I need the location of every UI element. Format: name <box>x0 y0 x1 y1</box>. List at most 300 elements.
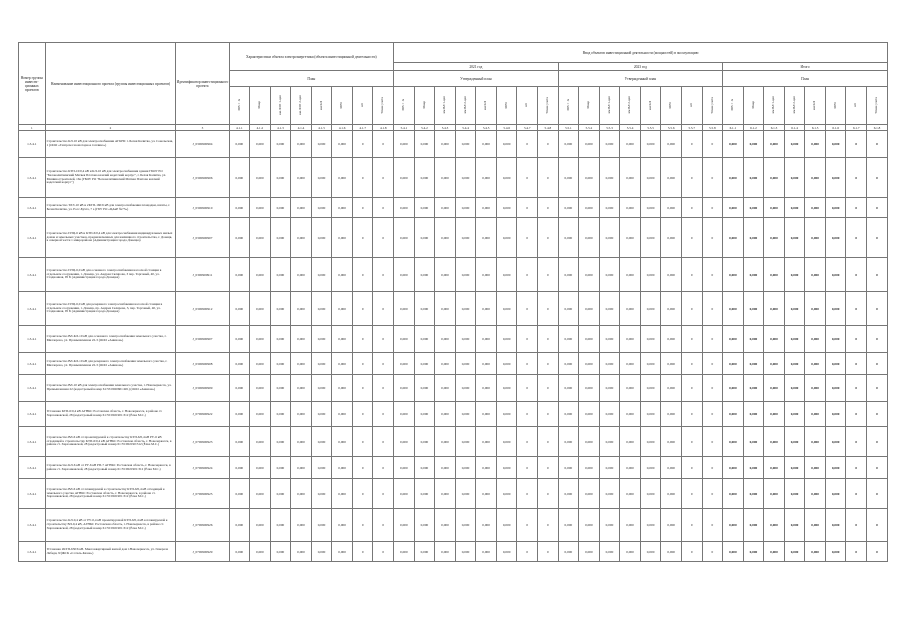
column-number: 4.1.7 <box>352 125 373 131</box>
total-value-cell: 0 <box>867 509 888 542</box>
value-cell: 0,000 <box>435 218 456 258</box>
value-cell: 0,000 <box>270 353 291 375</box>
value-cell: 0 <box>352 218 373 258</box>
value-cell: 0,000 <box>311 218 332 258</box>
project-name-cell: Строительство ВЛ-10 кВ для электроснабжения земельного участка, г. Новочеркасск, ул. Промышленная 22 (кадастровый номер 61:55:0020601:401) (ООО «Аннион») <box>45 375 176 402</box>
total-value-cell: 0 <box>846 326 867 353</box>
total-value-cell: 0 <box>867 479 888 509</box>
project-id-cell: J_0700900923 <box>176 427 229 457</box>
value-cell: 0,000 <box>270 258 291 292</box>
total-value-cell: 0,000 <box>784 457 805 479</box>
column-number: 5.4.1 <box>394 125 415 131</box>
table-row <box>19 158 888 198</box>
table-row <box>19 509 888 542</box>
project-id-cell: J_0700900929 <box>176 542 229 562</box>
total-value-cell: 0 <box>846 158 867 198</box>
total-value-cell: 0,000 <box>825 218 846 258</box>
value-cell: 0,000 <box>620 292 641 326</box>
project-id-cell: J_0300900908 <box>176 353 229 375</box>
value-cell: 0,000 <box>640 326 661 353</box>
total-value-cell: 0 <box>867 457 888 479</box>
value-cell: 0,000 <box>229 258 250 292</box>
unit-label: км ВЛ 1-цеп <box>606 96 611 114</box>
value-cell: 0,000 <box>394 326 415 353</box>
project-name-cell: Строительство КЛ-0,4 кВ от РУ-0,4 кВ проектируемой КТП-6/0,4 кВ к планируемой к строительству ВЛ-0,4 кВ, АГНКС Ростовская область, г. Новочеркасск, в районе ст. Хараэнковской, 28 (кадастровый номер 61:55:0021901:312 (Ёлка М.С.) <box>45 509 176 542</box>
column-number: 5.5.1 <box>558 125 579 131</box>
value-cell: 0,000 <box>640 457 661 479</box>
value-cell: 0,000 <box>311 509 332 542</box>
total-value-cell: 0,000 <box>825 457 846 479</box>
project-name-cell: Строительство ПЭЦ-6,0 кВ для резервного электроснабжения насосной станции в отдельном сооружении, г. Донецк, пр. Андрея Склярова, 3, пер. Торговый, 40, ул. Стадионная, 95 Б (Администрация города Донецка) <box>45 292 176 326</box>
value-cell: 0,000 <box>640 353 661 375</box>
project-name-cell: Строительство КЛ-6 кВ от РУ-6 кВ РП-7 АГНКС Ростовская область, г. Новочеркасск, в районе ст. Хараэнковской, 28 (кадастровый номер 61:55:0021901:312 (Ёлка М.С.) <box>45 457 176 479</box>
value-cell: 0,000 <box>455 131 476 158</box>
unit-label: МВт <box>832 101 837 109</box>
total-value-cell: 0,000 <box>825 326 846 353</box>
value-cell: 0,000 <box>476 375 497 402</box>
total-value-cell: 0,000 <box>805 258 826 292</box>
value-cell: 0,000 <box>394 198 415 218</box>
value-cell: 0,000 <box>414 402 435 427</box>
value-cell: 0,000 <box>435 509 456 542</box>
value-cell: 0,000 <box>640 198 661 218</box>
value-cell: 0,000 <box>599 198 620 218</box>
project-id-cell: J_0700900924 <box>176 457 229 479</box>
value-cell: 0,000 <box>599 457 620 479</box>
value-cell: 0 <box>352 509 373 542</box>
value-cell: 0 <box>538 158 559 198</box>
total-unit-header <box>805 87 826 125</box>
value-cell: 0,000 <box>332 542 353 562</box>
total-value-cell: 0,000 <box>723 542 744 562</box>
value-cell: 0,000 <box>599 479 620 509</box>
total-value-cell: 0,000 <box>784 218 805 258</box>
total-value-cell: 0,000 <box>805 457 826 479</box>
value-cell: 0,000 <box>270 402 291 427</box>
project-id-cell: J_0300900904 <box>176 131 229 158</box>
value-cell: 0,000 <box>620 427 641 457</box>
total-value-cell: 0 <box>867 353 888 375</box>
y2023-unit-header <box>599 87 620 125</box>
column-number: 5.5.4 <box>620 125 641 131</box>
value-cell: 0 <box>352 131 373 158</box>
value-cell: 0,000 <box>579 292 600 326</box>
y2023-unit-header <box>681 87 702 125</box>
value-cell: 0,000 <box>435 131 456 158</box>
total-value-cell: 0,000 <box>743 198 764 218</box>
value-cell: 0,000 <box>496 375 517 402</box>
total-value-cell: 0,000 <box>805 131 826 158</box>
total-value-cell: 0,000 <box>764 457 785 479</box>
total-value-cell: 0,000 <box>764 402 785 427</box>
value-cell: 0 <box>517 353 538 375</box>
value-cell: 0,000 <box>332 509 353 542</box>
value-cell: 0,000 <box>250 198 271 218</box>
value-cell: 0,000 <box>455 292 476 326</box>
total-unit-header <box>743 87 764 125</box>
total-value-cell: 0,000 <box>784 292 805 326</box>
value-cell: 0,000 <box>229 158 250 198</box>
value-cell: 0 <box>538 292 559 326</box>
group-number-cell: 1.3.4.1 <box>19 375 46 402</box>
total-value-cell: 0,000 <box>723 509 744 542</box>
value-cell: 0,000 <box>599 258 620 292</box>
y2021-unit-header <box>435 87 456 125</box>
value-cell: 0 <box>681 479 702 509</box>
value-cell: 0,000 <box>640 218 661 258</box>
value-cell: 0,000 <box>620 326 641 353</box>
total-value-cell: 0 <box>846 218 867 258</box>
investment-projects-table-sheet <box>18 42 888 562</box>
value-cell: 0 <box>538 457 559 479</box>
value-cell: 0,000 <box>661 353 682 375</box>
unit-label: км КЛ <box>647 100 652 110</box>
unit-label: км ВЛ 2-цеп <box>627 96 632 114</box>
year-2023-header: 2023 год <box>558 63 723 71</box>
value-cell: 0 <box>352 402 373 427</box>
value-cell: 0,000 <box>640 375 661 402</box>
value-cell: 0 <box>517 198 538 218</box>
y2021-unit-header <box>394 87 415 125</box>
column-number: 5.5.5 <box>640 125 661 131</box>
year-2023-plan-header: Утвержденный план <box>558 71 723 87</box>
total-value-cell: 0,000 <box>805 427 826 457</box>
value-cell: 0,000 <box>394 457 415 479</box>
value-cell: 0,000 <box>311 258 332 292</box>
total-value-cell: 0,000 <box>764 258 785 292</box>
total-value-cell: 0,000 <box>723 258 744 292</box>
value-cell: 0,000 <box>414 542 435 562</box>
value-cell: 0,000 <box>435 292 456 326</box>
project-id-cell: J_0300900910 <box>176 198 229 218</box>
total-value-cell: 0,000 <box>743 158 764 198</box>
value-cell: 0 <box>681 542 702 562</box>
value-cell: 0,000 <box>558 375 579 402</box>
value-cell: 0,000 <box>291 542 312 562</box>
total-value-cell: 0,000 <box>784 427 805 457</box>
value-cell: 0,000 <box>661 292 682 326</box>
value-cell: 0 <box>538 326 559 353</box>
table-row <box>19 402 888 427</box>
value-cell: 0 <box>352 375 373 402</box>
total-value-cell: 0,000 <box>784 198 805 218</box>
value-cell: 0,000 <box>558 542 579 562</box>
group-number-cell: 1.3.4.1 <box>19 218 46 258</box>
value-cell: 0,000 <box>270 131 291 158</box>
value-cell: 0 <box>352 198 373 218</box>
value-cell: 0,000 <box>414 158 435 198</box>
value-cell: 0,000 <box>620 509 641 542</box>
total-value-cell: 0,000 <box>805 375 826 402</box>
value-cell: 0,000 <box>558 457 579 479</box>
project-name-cell: Строительство ПЭЦ-6,0 кВ для основного электроснабжения насосной станции в отдельном сооружении, г. Донецк, ул. Андрея Склярова, 3 пер. Торговый, 40, ул. Стадионная, 95 Б (Администрация города Донецка) <box>45 258 176 292</box>
unit-label: шт <box>688 103 693 107</box>
value-cell: 0 <box>373 457 394 479</box>
value-cell: 0,000 <box>661 198 682 218</box>
char-unit-header <box>352 87 373 125</box>
table-row <box>19 131 888 158</box>
value-cell: 0 <box>373 198 394 218</box>
value-cell: 0,000 <box>332 131 353 158</box>
total-unit-header <box>867 87 888 125</box>
unit-label: МВ×А <box>401 99 406 111</box>
total-value-cell: 0 <box>867 375 888 402</box>
value-cell: 0,000 <box>455 427 476 457</box>
value-cell: 0,000 <box>661 326 682 353</box>
value-cell: 0,000 <box>291 131 312 158</box>
table-row <box>19 326 888 353</box>
total-value-cell: 0,000 <box>784 542 805 562</box>
total-value-cell: 0,000 <box>805 158 826 198</box>
value-cell: 0,000 <box>496 402 517 427</box>
total-value-cell: 0,000 <box>723 375 744 402</box>
value-cell: 0 <box>681 427 702 457</box>
value-cell: 0,000 <box>332 353 353 375</box>
project-id-cell: J_0700900925 <box>176 479 229 509</box>
value-cell: 0,000 <box>291 479 312 509</box>
value-cell: 0,000 <box>435 198 456 218</box>
value-cell: 0 <box>681 158 702 198</box>
value-cell: 0 <box>538 198 559 218</box>
total-value-cell: 0,000 <box>743 218 764 258</box>
value-cell: 0 <box>517 402 538 427</box>
unit-label: км КЛ <box>318 100 323 110</box>
value-cell: 0,000 <box>640 158 661 198</box>
value-cell: 0,000 <box>270 457 291 479</box>
value-cell: 0,000 <box>291 457 312 479</box>
value-cell: 0,000 <box>229 427 250 457</box>
total-value-cell: 0,000 <box>723 427 744 457</box>
total-value-cell: 0 <box>867 326 888 353</box>
y2023-unit-header <box>640 87 661 125</box>
value-cell: 0,000 <box>558 326 579 353</box>
value-cell: 0,000 <box>414 326 435 353</box>
total-value-cell: 0,000 <box>825 542 846 562</box>
column-number: 1 <box>19 125 46 131</box>
unit-label: км КЛ <box>483 100 488 110</box>
value-cell: 0,000 <box>620 353 641 375</box>
value-cell: 0,000 <box>229 218 250 258</box>
value-cell: 0,000 <box>579 218 600 258</box>
group-number-header: Номер группы инвести-ционных проектов <box>19 43 46 125</box>
project-id-cell: J_0300900907 <box>176 218 229 258</box>
y2021-unit-header <box>496 87 517 125</box>
value-cell: 0,000 <box>496 326 517 353</box>
total-value-cell: 0 <box>867 258 888 292</box>
project-name-cell: Строительство ПЭЦ-6 кВ и КТП-6/0,4 кВ для электроснабжения индивидуальных жилых домов и земельных участков, предназначенных для жилищного строительства, г. Донецк, в северной части 1 микрорайона (Администрация города Донецка) <box>45 218 176 258</box>
value-cell: 0 <box>702 375 723 402</box>
total-value-cell: 0,000 <box>723 218 744 258</box>
value-cell: 0,000 <box>476 402 497 427</box>
value-cell: 0 <box>352 158 373 198</box>
unit-label: км ЛЭП 1-цеп <box>277 95 282 115</box>
value-cell: 0,000 <box>640 479 661 509</box>
value-cell: 0 <box>373 258 394 292</box>
total-value-cell: 0 <box>846 542 867 562</box>
value-cell: 0 <box>373 427 394 457</box>
total-value-cell: 0,000 <box>805 292 826 326</box>
value-cell: 0,000 <box>579 479 600 509</box>
value-cell: 0,000 <box>229 457 250 479</box>
total-value-cell: 0 <box>846 258 867 292</box>
group-number-cell: 1.3.4.1 <box>19 457 46 479</box>
value-cell: 0,000 <box>476 427 497 457</box>
value-cell: 0,000 <box>476 542 497 562</box>
value-cell: 0,000 <box>558 218 579 258</box>
value-cell: 0,000 <box>435 542 456 562</box>
total-value-cell: 0 <box>846 198 867 218</box>
value-cell: 0,000 <box>476 198 497 218</box>
group-number-cell: 1.3.4.1 <box>19 353 46 375</box>
value-cell: 0,000 <box>620 542 641 562</box>
value-cell: 0 <box>681 292 702 326</box>
unit-label: Точки учета <box>709 96 714 114</box>
value-cell: 0,000 <box>250 326 271 353</box>
value-cell: 0,000 <box>229 353 250 375</box>
project-id-cell: J_0300900909 <box>176 375 229 402</box>
value-cell: 0 <box>538 479 559 509</box>
value-cell: 0,000 <box>435 258 456 292</box>
value-cell: 0 <box>538 427 559 457</box>
value-cell: 0,000 <box>599 509 620 542</box>
column-number: 6.1.4 <box>784 125 805 131</box>
value-cell: 0 <box>702 292 723 326</box>
y2023-unit-header <box>661 87 682 125</box>
project-id-cell: J_0300900907 <box>176 326 229 353</box>
value-cell: 0,000 <box>250 457 271 479</box>
total-value-cell: 0 <box>867 198 888 218</box>
total-value-cell: 0,000 <box>743 479 764 509</box>
value-cell: 0 <box>702 326 723 353</box>
value-cell: 0 <box>538 402 559 427</box>
total-value-cell: 0 <box>867 131 888 158</box>
total-value-cell: 0 <box>846 509 867 542</box>
value-cell: 0,000 <box>620 258 641 292</box>
value-cell: 0,000 <box>455 326 476 353</box>
value-cell: 0,000 <box>476 326 497 353</box>
y2023-unit-header <box>558 87 579 125</box>
unit-label: км КЛ <box>812 100 817 110</box>
total-unit-header <box>723 87 744 125</box>
total-value-cell: 0,000 <box>805 542 826 562</box>
value-cell: 0,000 <box>250 131 271 158</box>
value-cell: 0,000 <box>291 509 312 542</box>
value-cell: 0,000 <box>455 353 476 375</box>
value-cell: 0,000 <box>455 479 476 509</box>
total-value-cell: 0,000 <box>764 158 785 198</box>
value-cell: 0 <box>373 479 394 509</box>
value-cell: 0,000 <box>414 509 435 542</box>
value-cell: 0,000 <box>311 131 332 158</box>
total-value-cell: 0,000 <box>743 131 764 158</box>
value-cell: 0,000 <box>414 353 435 375</box>
project-name-cell: Строительство ВЛ-КЛ-10 кВ для основного электроснабжения земельного участка, г. Миллерово, ул. Промышленная 22-3 (ООО «Аннион») <box>45 326 176 353</box>
total-value-cell: 0,000 <box>805 198 826 218</box>
char-unit-header <box>332 87 353 125</box>
value-cell: 0 <box>681 326 702 353</box>
value-cell: 0,000 <box>558 158 579 198</box>
value-cell: 0,000 <box>640 427 661 457</box>
total-value-cell: 0,000 <box>784 131 805 158</box>
value-cell: 0,000 <box>620 131 641 158</box>
value-cell: 0,000 <box>620 158 641 198</box>
total-unit-header <box>784 87 805 125</box>
total-value-cell: 0 <box>867 218 888 258</box>
year-2021-header: 2021 год <box>394 63 559 71</box>
value-cell: 0,000 <box>394 258 415 292</box>
project-name-cell: Строительство ВЛ-6 кВ от планируемой к строительству КТП-6/0,4 кВ отходящей к земельного участка АГНКС Ростовская область, г. Новочеркасск, в районе ст. Хараэнковской, 28 (кадастровый номер 61:55:0021901:312 (Ёлка М.С.) <box>45 479 176 509</box>
value-cell: 0 <box>681 131 702 158</box>
value-cell: 0,000 <box>455 402 476 427</box>
value-cell: 0,000 <box>599 158 620 198</box>
char-unit-header <box>373 87 394 125</box>
value-cell: 0,000 <box>291 292 312 326</box>
value-cell: 0,000 <box>250 158 271 198</box>
group-number-cell: 1.3.4.1 <box>19 292 46 326</box>
total-value-cell: 0,000 <box>743 258 764 292</box>
total-value-cell: 0,000 <box>805 218 826 258</box>
value-cell: 0,000 <box>435 479 456 509</box>
value-cell: 0,000 <box>661 218 682 258</box>
char-unit-header <box>311 87 332 125</box>
value-cell: 0,000 <box>661 457 682 479</box>
value-cell: 0 <box>517 542 538 562</box>
value-cell: 0 <box>373 218 394 258</box>
value-cell: 0,000 <box>250 427 271 457</box>
column-number: 5.4.3 <box>435 125 456 131</box>
table-row <box>19 292 888 326</box>
column-number: 4.1.6 <box>332 125 353 131</box>
table-row <box>19 218 888 258</box>
total-value-cell: 0,000 <box>825 375 846 402</box>
unit-label: шт <box>359 103 364 107</box>
column-number: 5.5.8 <box>702 125 723 131</box>
value-cell: 0 <box>702 353 723 375</box>
value-cell: 0,000 <box>270 509 291 542</box>
project-id-cell: J_0700900922 <box>176 402 229 427</box>
column-number: 6.1.6 <box>825 125 846 131</box>
value-cell: 0,000 <box>640 292 661 326</box>
total-value-cell: 0 <box>846 131 867 158</box>
total-value-cell: 0 <box>846 353 867 375</box>
total-value-cell: 0,000 <box>764 427 785 457</box>
value-cell: 0 <box>373 542 394 562</box>
value-cell: 0 <box>538 542 559 562</box>
value-cell: 0 <box>538 353 559 375</box>
column-number: 2 <box>45 125 176 131</box>
value-cell: 0,000 <box>579 402 600 427</box>
project-name-cell: Строительство ВЛ-КЛ-10 кВ для резервного электроснабжения земельного участка, г. Миллерово, ул. Промышленная 22-3 (ООО «Аннион») <box>45 353 176 375</box>
value-cell: 0,000 <box>414 479 435 509</box>
value-cell: 0 <box>517 218 538 258</box>
value-cell: 0,000 <box>599 542 620 562</box>
total-value-cell: 0,000 <box>764 353 785 375</box>
y2023-unit-header <box>620 87 641 125</box>
value-cell: 0,000 <box>311 353 332 375</box>
value-cell: 0,000 <box>394 375 415 402</box>
value-cell: 0,000 <box>332 402 353 427</box>
total-value-cell: 0,000 <box>784 326 805 353</box>
value-cell: 0,000 <box>311 427 332 457</box>
total-value-cell: 0,000 <box>723 158 744 198</box>
unit-label: МВт <box>339 101 344 109</box>
value-cell: 0,000 <box>476 292 497 326</box>
value-cell: 0,000 <box>579 326 600 353</box>
value-cell: 0,000 <box>311 457 332 479</box>
value-cell: 0 <box>681 353 702 375</box>
total-value-cell: 0,000 <box>825 509 846 542</box>
value-cell: 0,000 <box>579 509 600 542</box>
